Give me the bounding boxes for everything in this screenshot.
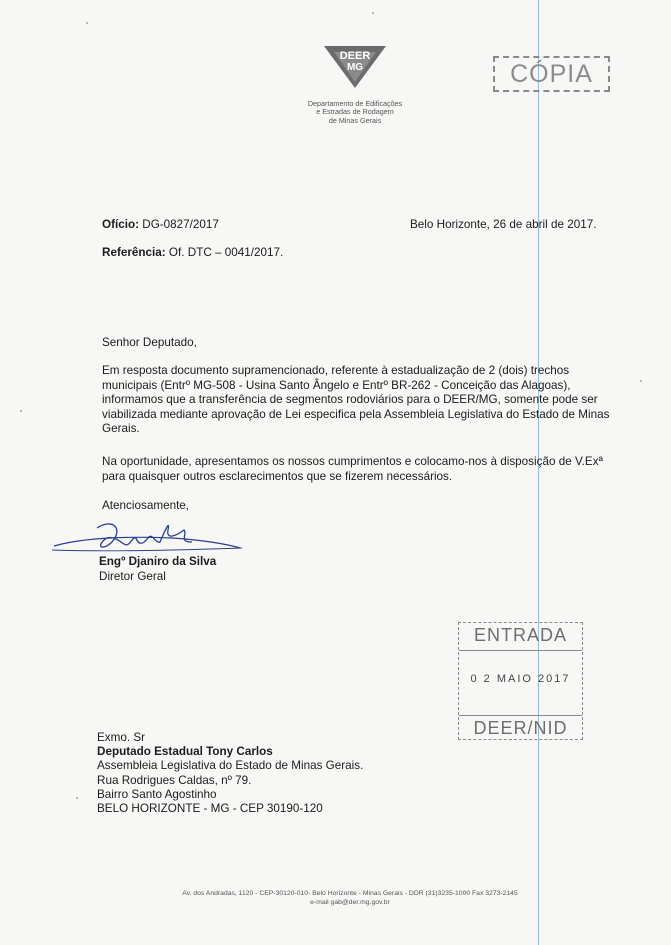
stamp-divider	[459, 650, 582, 651]
footer-address: Av. dos Andradas, 1120 - CEP-30120-010- Belo Horizonte - Minas Gerais - DDR (31)3235-1000 Fax 3273-2145	[182, 890, 518, 897]
entrada-stamp-header: ENTRADA	[473, 625, 567, 645]
entrada-stamp-date: 0 2 MAIO 2017	[470, 673, 571, 685]
footer-email: e-mail gab@der.mg.gov.br	[310, 898, 390, 906]
signer-title: Diretor Geral	[99, 570, 166, 583]
scan-speck	[20, 410, 22, 412]
body-paragraph-2: Na oportunidade, apresentamos os nossos cumprimentos e colocamo-nos à disposição de V.Exª para quaisquer outros esclarecimentos que se fizerem necessários.	[102, 455, 603, 483]
referencia-line	[102, 246, 283, 261]
department-name	[260, 100, 450, 125]
signer-name: Engº Djaniro da Silva	[99, 555, 217, 568]
scan-speck	[76, 797, 78, 799]
logo-text-mg: MG	[346, 62, 364, 73]
referencia-label: Referência:	[102, 246, 166, 259]
body-paragraph-1: Em resposta documento supramencionado, referente à estadualização de 2 (dois) trechos municipais (Entrº MG-508 - Usina Santo Ângelo e Entrº BR-262 - Conceição das Alagoas), informamos que a transferência de segmentos rodoviários para o DEER/MG, somente pode ser viabilizada mediante aprovação de Lei especifica pela Assembleia Legislativa do Estado de Minas Gerais.	[102, 364, 610, 436]
page-footer	[120, 890, 580, 907]
addressee-block	[97, 731, 363, 816]
copia-stamp: CÓPIA	[493, 56, 610, 92]
addressee-line: BELO HORIZONTE - MG - CEP 30190-120	[97, 802, 323, 816]
scan-speck	[640, 380, 642, 382]
oficio-line	[102, 218, 219, 233]
salutation: Senhor Deputado,	[102, 336, 197, 349]
scan-speck	[372, 12, 374, 14]
department-line: Departamento de Edificações	[307, 99, 403, 108]
referencia-number: Of. DTC – 0041/2017.	[165, 246, 284, 259]
handwritten-signature	[52, 518, 242, 560]
deer-mg-logo	[324, 44, 386, 88]
addressee-line: Rua Rodrigues Caldas, nº 79.	[97, 773, 252, 787]
stamp-divider	[459, 715, 582, 716]
addressee-line: Assembleia Legislativa do Estado de Minas Gerais.	[97, 759, 364, 773]
department-line: de Minas Gerais	[328, 115, 382, 125]
entrada-stamp	[458, 622, 583, 740]
addressee-line: Bairro Santo Agostinho	[97, 787, 217, 801]
closing: Atenciosamente,	[102, 499, 190, 512]
letter-date: Belo Horizonte, 26 de abril de 2017.	[410, 218, 597, 231]
department-line: e Estradas de Rodagem	[316, 107, 394, 117]
entrada-stamp-footer: DEER/NID	[473, 718, 568, 738]
addressee-name: Deputado Estadual Tony Carlos	[97, 745, 273, 759]
logo-text-deer: DEER	[339, 50, 371, 62]
oficio-label: Ofício:	[102, 218, 140, 231]
oficio-number: DG-0827/2017	[139, 218, 219, 231]
scan-speck	[86, 22, 88, 24]
addressee-salutation: Exmo. Sr	[97, 731, 146, 744]
